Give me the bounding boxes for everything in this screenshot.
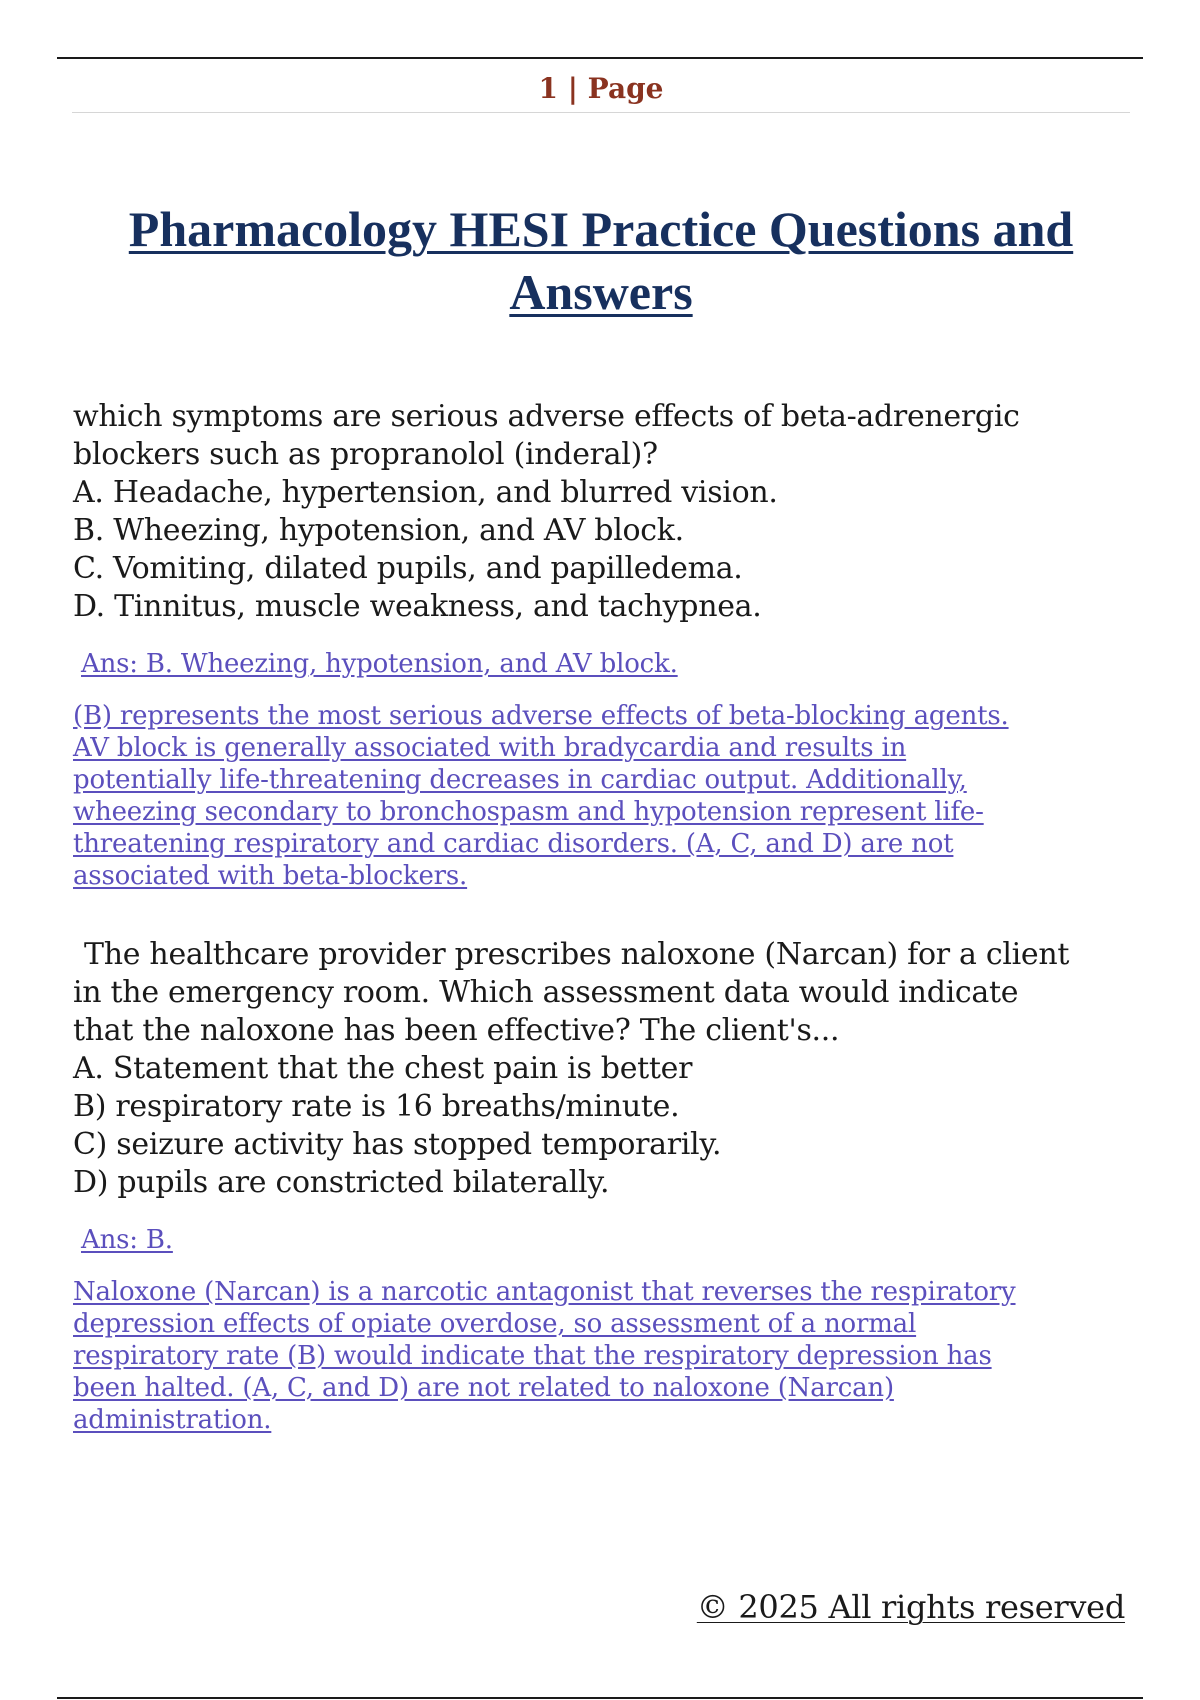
title-line-2: Answers bbox=[509, 264, 693, 320]
question-1-option-b: B. Wheezing, hypotension, and AV block. bbox=[73, 513, 684, 548]
question-2-stem-line-1: The healthcare provider prescribes naloxone (Narcan) for a client bbox=[84, 937, 1070, 972]
question-2-explanation-line-3: respiratory rate (B) would indicate that the respiratory depression has bbox=[73, 1341, 992, 1371]
question-2-explanation-line-2: depression effects of opiate overdose, so assessment of a normal bbox=[73, 1309, 917, 1339]
question-1-stem-line-1: which symptoms are serious adverse effects of beta-adrenergic bbox=[73, 399, 1020, 434]
question-1-explanation-line-2: AV block is generally associated with bradycardia and results in bbox=[73, 733, 907, 763]
question-1-option-d: D. Tinnitus, muscle weakness, and tachypnea. bbox=[73, 589, 762, 624]
title-line-1: Pharmacology HESI Practice Questions and bbox=[128, 201, 1074, 257]
question-1-explanation-link[interactable] bbox=[73, 700, 1128, 892]
question-1-explanation-line-6: associated with beta-blockers. bbox=[73, 861, 468, 891]
question-2-explanation-line-4: been halted. (A, C, and D) are not related to naloxone (Narcan) bbox=[73, 1373, 894, 1403]
question-1-explanation-line-1: (B) represents the most serious adverse effects of beta-blocking agents. bbox=[73, 701, 1009, 731]
question-1-stem-line-2: blockers such as propranolol (inderal)? bbox=[73, 437, 658, 472]
copyright-notice: © 2025 All rights reserved bbox=[696, 1588, 1125, 1626]
question-2-stem-line-3: that the naloxone has been effective? The client's... bbox=[73, 1013, 840, 1048]
question-1-explanation-line-5: threatening respiratory and cardiac disorders. (A, C, and D) are not bbox=[73, 829, 954, 859]
question-block-1 bbox=[73, 398, 1128, 892]
question-1-option-c: C. Vomiting, dilated pupils, and papilledema. bbox=[73, 551, 743, 586]
question-2-option-c: C) seizure activity has stopped temporarily. bbox=[73, 1127, 722, 1162]
question-2-option-d: D) pupils are constricted bilaterally. bbox=[73, 1165, 610, 1200]
question-2-explanation-link[interactable] bbox=[73, 1276, 1128, 1436]
question-1-explanation-line-4: wheezing secondary to bronchospasm and hypotension represent life- bbox=[73, 797, 984, 827]
top-rule bbox=[57, 57, 1143, 59]
document-title bbox=[72, 198, 1130, 324]
question-1-option-a: A. Headache, hypertension, and blurred vision. bbox=[73, 475, 778, 510]
question-2-stem bbox=[73, 936, 1128, 1050]
bottom-rule bbox=[57, 1697, 1143, 1699]
page-number-label: 1 | Page bbox=[538, 72, 664, 105]
question-2-stem-line-2: in the emergency room. Which assessment data would indicate bbox=[73, 975, 1019, 1010]
page-header bbox=[72, 66, 1130, 113]
question-2-explanation-line-1: Naloxone (Narcan) is a narcotic antagonist that reverses the respiratory bbox=[73, 1277, 1016, 1307]
question-block-2 bbox=[73, 936, 1128, 1436]
question-1-explanation-line-3: potentially life-threatening decreases in cardiac output. Additionally, bbox=[73, 765, 967, 795]
question-2-option-a: A. Statement that the chest pain is better bbox=[73, 1051, 693, 1086]
question-1-stem bbox=[73, 398, 1128, 474]
question-2-option-b: B) respiratory rate is 16 breaths/minute. bbox=[73, 1089, 680, 1124]
question-2-answer-link[interactable]: Ans: B. bbox=[81, 1225, 173, 1255]
question-2-explanation-line-5: administration. bbox=[73, 1405, 272, 1435]
question-1-answer-link[interactable]: Ans: B. Wheezing, hypotension, and AV block. bbox=[81, 649, 678, 679]
document-body bbox=[73, 398, 1128, 1436]
